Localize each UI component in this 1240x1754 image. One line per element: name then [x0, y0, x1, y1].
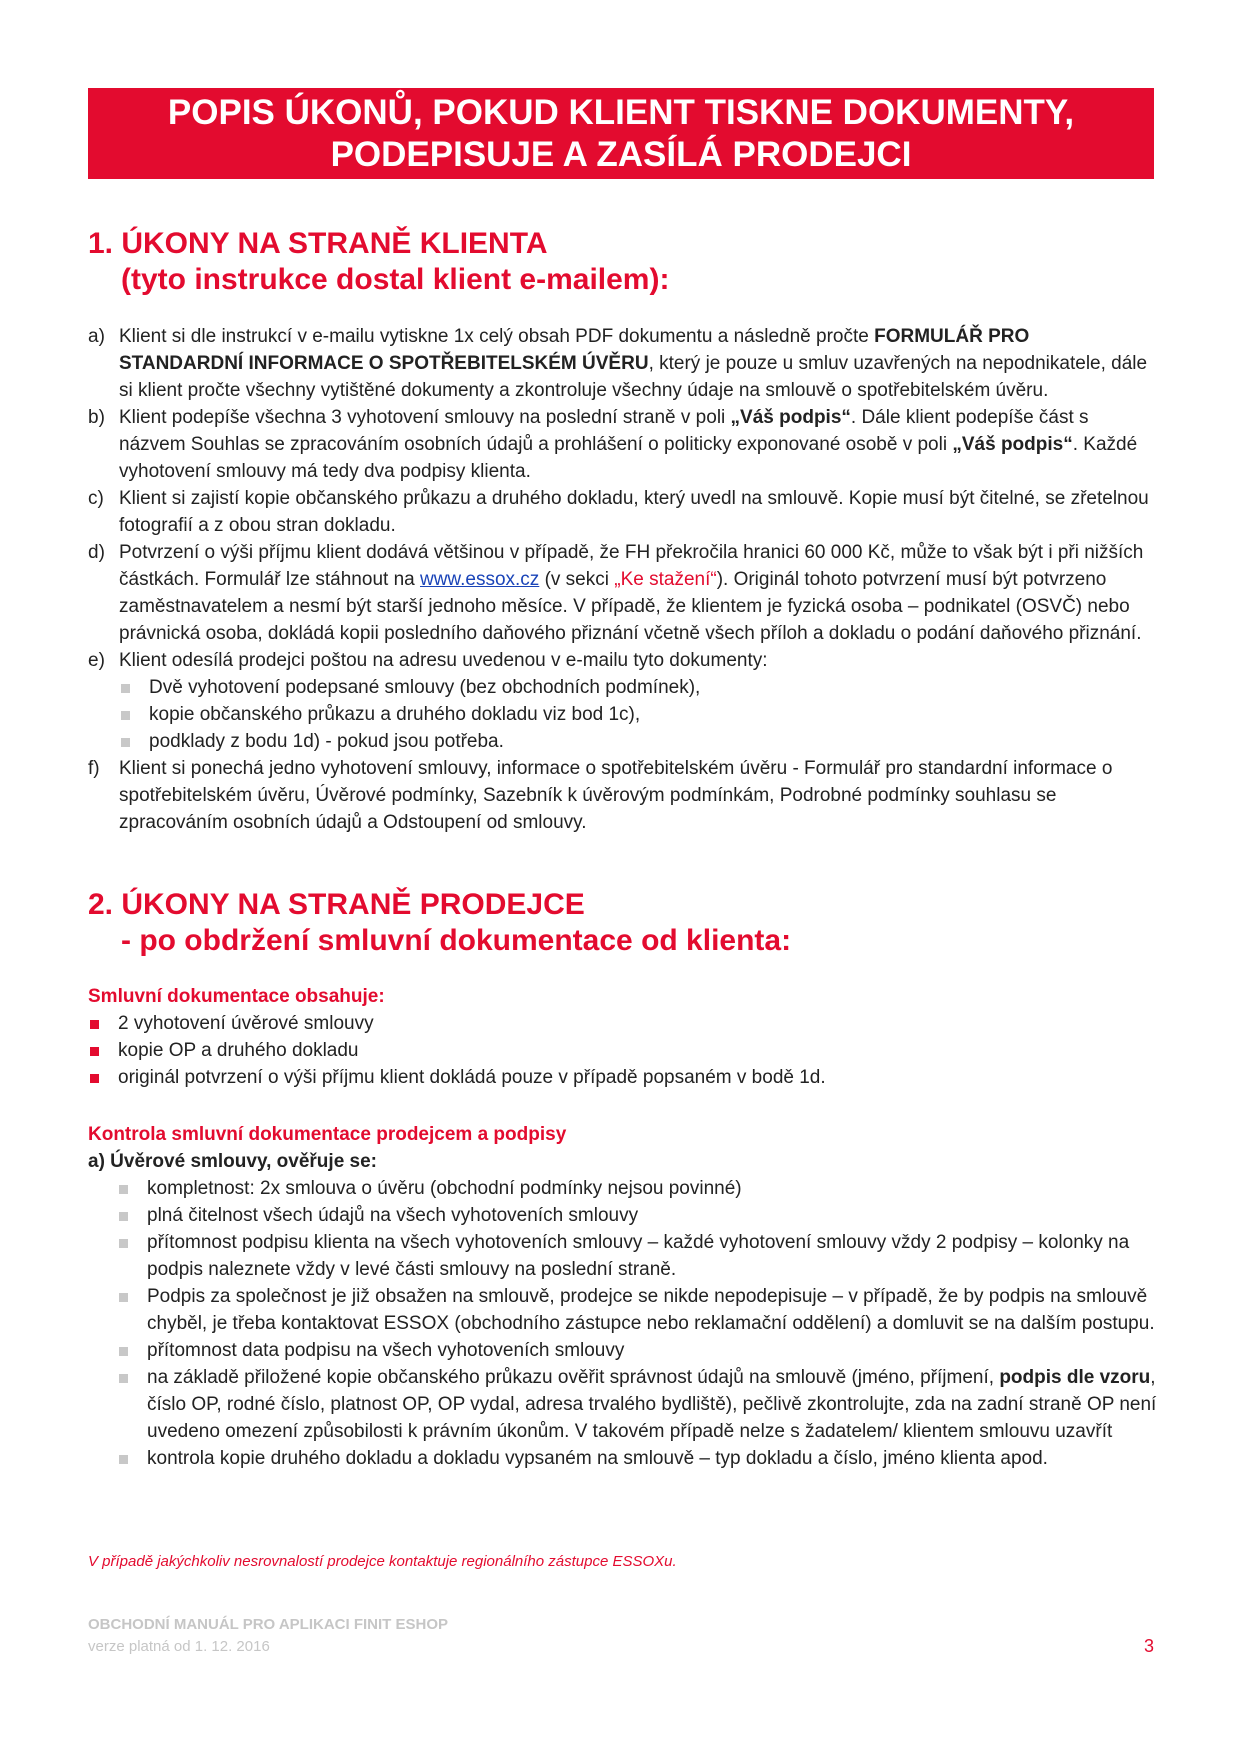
page-number: 3 [1143, 1636, 1154, 1656]
item-text: (v sekci [539, 569, 615, 590]
footer-title: OBCHODNÍ MANUÁL PRO APLIKACI FINIT ESHOP [88, 1616, 449, 1633]
section-1-title: 1. ÚKONY NA STRANĚ KLIENTA [88, 227, 548, 260]
check-item: Podpis za společnost je již obsažen na smlouvě, prodejce se nikde nepodepisuje – v případě, že by podpis na smlouvě chyběl, je třeba kontaktovat ESSOX (obchodního zástupce nebo reklamační oddělení) a domluvit se na dalším postupu. [117, 1283, 1158, 1337]
section-1-list [88, 323, 1158, 836]
item-bold-text: „Váš podpis“ [952, 434, 1073, 455]
section-1-heading [88, 226, 669, 298]
item-label: d) [88, 542, 105, 563]
footnote: V případě jakýchkoliv nesrovnalostí prodejce kontaktuje regionálního zástupce ESSOXu. [88, 1553, 677, 1570]
bullet-item: kopie občanského průkazu a druhého dokladu viz bod 1c), [119, 701, 1158, 728]
item-text: Klient si ponechá jedno vyhotovení smlouvy, informace o spotřebitelském úvěru - Formulář pro standardní informace o spotřebitelském úvěru, Úvěrové podmínky, Sazebník k úvěrovým podmínkám, Podrobné podmínky souhlasu se zpracováním osobních údajů a Odstoupení od smlouvy. [119, 758, 1113, 833]
item-text: na základě přiložené kopie občanského průkazu ověřit správnost údajů na smlouvě (jméno, příjmení, [147, 1367, 1000, 1388]
downloads-section-link[interactable]: „Ke stažení“ [614, 569, 717, 590]
page-title-banner [88, 88, 1154, 179]
item-text: Potvrzení o výši příjmu klient dodává většinou v případě, že FH překročila hranici 60 000 Kč, může to však být i při nižších částkách. Formulář lze stáhnout na [119, 542, 1144, 590]
item-text: , který je pouze u smluv uzavřených na nepodnikatele, dále si klient pročte všechny vytištěné dokumenty a zkontroluje všechny údaje na smlouvě o spotřebitelském úvěru. [119, 353, 1148, 401]
check-item: přítomnost podpisu klienta na všech vyhotoveních smlouvy – každé vyhotovení smlouvy vždy 2 podpisy – kolonky na podpis naleznete vždy v levé části smlouvy na poslední straně. [117, 1229, 1158, 1283]
item-bold-text: „Váš podpis“ [730, 407, 851, 428]
item-label: f) [88, 758, 100, 779]
docs-label: Smluvní dokumentace obsahuje: [88, 986, 385, 1007]
control-label: Kontrola smluvní dokumentace prodejcem a podpisy [88, 1124, 567, 1145]
item-text: Klient si zajistí kopie občanského průkazu a druhého dokladu, který uvedl na smlouvě. Kopie musí být čitelné, se zřetelnou fotografií a z obou stran dokladu. [119, 488, 1149, 536]
item-bold-text: podpis dle vzoru [999, 1367, 1151, 1388]
item-label: a) [88, 326, 105, 347]
item-text: Klient odesílá prodejci poštou na adresu uvedenou v e-mailu tyto dokumenty: [119, 650, 768, 671]
list-item-a [88, 323, 1158, 404]
check-item: plná čitelnost všech údajů na všech vyhotoveních smlouvy [117, 1202, 1158, 1229]
item-text: Klient si dle instrukcí v e-mailu vytiskne 1x celý obsah PDF dokumentu a následně pročte [119, 326, 875, 347]
list-item-c [88, 485, 1158, 539]
bullet-item: podklady z bodu 1d) - pokud jsou potřeba. [119, 728, 1158, 755]
page-title-line-1: POPIS ÚKONŮ, POKUD KLIENT TISKNE DOKUMENTY, [167, 92, 1075, 132]
item-bold-text: FORMULÁŘ PRO STANDARDNÍ INFORMACE O SPOTŘEBITELSKÉM ÚVĚRU [119, 326, 1030, 374]
bullet-item: Dvě vyhotovení podepsané smlouvy (bez obchodních podmínek), [119, 674, 1158, 701]
check-item: přítomnost data podpisu na všech vyhotoveních smlouvy [117, 1337, 1158, 1364]
section-2-subtitle: - po obdržení smluvní dokumentace od klienta: [121, 924, 792, 957]
doc-item: 2 vyhotovení úvěrové smlouvy [88, 1010, 1158, 1037]
section-1-subtitle: (tyto instrukce dostal klient e-mailem): [121, 263, 670, 296]
essox-website-link[interactable]: www.essox.cz [419, 569, 540, 590]
item-label: c) [88, 488, 104, 509]
section-2-heading [88, 887, 791, 959]
credit-contracts-heading: a) Úvěrové smlouvy, ověřuje se: [88, 1151, 377, 1172]
list-item-f [88, 755, 1158, 836]
item-text: . Každé vyhotovení smlouvy má tedy dva podpisy klienta. [119, 434, 1138, 482]
check-item: kontrola kopie druhého dokladu a dokladu vypsaném na smlouvě – typ dokladu a číslo, jméno klienta apod. [117, 1445, 1158, 1472]
doc-item: originál potvrzení o výši příjmu klient dokládá pouze v případě popsaném v bodě 1d. [88, 1064, 1158, 1091]
section-2-docs [88, 983, 1158, 1091]
item-text: . Dále klient podepíše část s názvem Souhlas se zpracováním osobních údajů a prohlášení o politicky exponované osobě v poli [119, 407, 1089, 455]
item-text: Klient podepíše všechna 3 vyhotovení smlouvy na poslední straně v poli [119, 407, 731, 428]
footer-version: verze platná od 1. 12. 2016 [88, 1638, 270, 1655]
item-label: e) [88, 650, 105, 671]
page-title-line-2: PODEPISUJE A ZASÍLÁ PRODEJCI [330, 134, 912, 174]
item-text: ). Originál tohoto potvrzení musí být potvrzeno zaměstnavatelem a nesmí být starší jednoho měsíce. V případě, že klientem je fyzická osoba – podnikatel (OSVČ) nebo právnická osoba, dokládá kopii posledního daňového přiznání včetně všech příloh a dokladu o podání daňového přiznání. [119, 569, 1142, 644]
list-item-e [88, 647, 1158, 755]
check-item: kompletnost: 2x smlouva o úvěru (obchodní podmínky nejsou povinné) [117, 1175, 1158, 1202]
item-label: b) [88, 407, 105, 428]
list-item-d [88, 539, 1158, 647]
list-item-b [88, 404, 1158, 485]
item-text: , číslo OP, rodné číslo, platnost OP, OP vydal, adresa trvalého bydliště), pečlivě zkontrolujte, zda na zadní straně OP není uvedeno omezení způsobilosti k právním úkonům. V takovém případě nelze s žadatelem/ klientem smlouvu uzavřít [147, 1367, 1157, 1442]
section-2-control [88, 1121, 1158, 1472]
section-2-title: 2. ÚKONY NA STRANĚ PRODEJCE [88, 888, 585, 921]
doc-item: kopie OP a druhého dokladu [88, 1037, 1158, 1064]
check-item [117, 1364, 1158, 1445]
